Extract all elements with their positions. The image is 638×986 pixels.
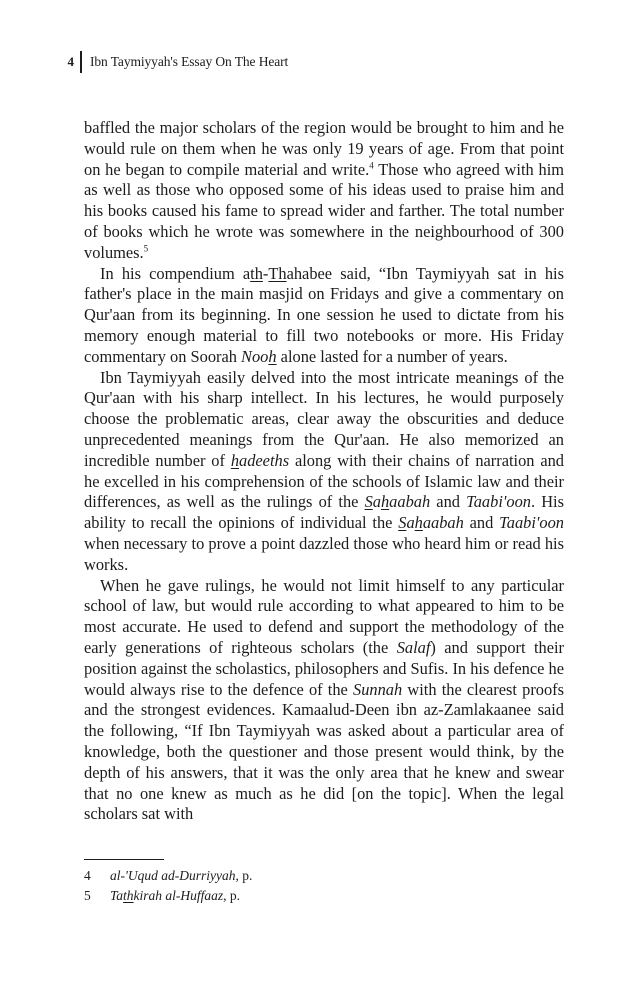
italic-text: h xyxy=(230,450,240,470)
header-divider xyxy=(80,51,82,73)
text-run: . His ability to recall the opinions of individual the xyxy=(84,492,564,533)
text-run: baffled the major scholars of the region would be brought to him and he would rule on them when he was only 19 years of age. From that point on he began to compile material and write. xyxy=(84,118,564,179)
italic-text: th xyxy=(123,888,134,903)
italic-text: aabah xyxy=(389,492,431,512)
text-run: ) and support their position against the scholastics, philosophers and Sufis. In his defence he would always rise to the defence of the xyxy=(84,637,565,699)
footnote-number: 4 xyxy=(84,868,91,883)
footnote-separator xyxy=(84,859,164,860)
italic-text: h xyxy=(268,346,277,366)
italic-text: al-'Uqud ad-Durriyyah xyxy=(110,868,236,883)
text-run: ahabee said, “Ibn Taymiyyah sat in his father's place in the main masjid on Fridays and give a commentary on Qur'aan from its beginning. In one session he used to dictate from his memory enough material to fill two notebooks or more. His Friday commentary on Soorah xyxy=(84,263,564,366)
text-run: Th xyxy=(268,263,287,283)
running-title: Ibn Taymiyyah's Essay On The Heart xyxy=(90,54,289,69)
text-run: In his compendium a xyxy=(100,263,251,283)
italic-text: adeeths xyxy=(239,450,290,470)
text-run: , p. xyxy=(235,868,253,883)
italic-text: Taabi'oon xyxy=(466,492,531,512)
text-run: and xyxy=(430,492,467,512)
text-run: alone lasted for a number of years. xyxy=(276,346,508,366)
footnote xyxy=(84,886,564,906)
text-run: and xyxy=(463,513,500,533)
italic-text: kirah al-Huffaaz xyxy=(133,888,224,903)
italic-text: S xyxy=(364,492,373,512)
body-text xyxy=(84,118,564,825)
footnote-ref: 4 xyxy=(369,160,374,171)
paragraph xyxy=(84,368,564,576)
text-run: Those who agreed with him as well as those who opposed some of his ideas used to praise him and his books caused his fame to spread wider and farther. The total number of books which he wrote was somewhere in the neighbourhood of 300 volumes. xyxy=(84,159,564,262)
text-run: when necessary to prove a point dazzled those who heard him or read his works. xyxy=(84,533,564,574)
paragraph xyxy=(84,264,564,368)
footnote-text xyxy=(110,866,252,886)
text-run: with the clearest proofs and the strongest evidences. Kamaalud-Deen ibn az-Zamlakaanee said the following, “If Ibn Taymiyyah was asked about a particular area of knowledge, both the questioner and those present would think, by the depth of his answers, that it was the only area that he knew and swear that no one knew as much as he did [on the topic]. When the legal scholars sat with xyxy=(84,679,565,824)
italic-text: Salaf xyxy=(396,637,431,657)
italic-text: a xyxy=(372,492,381,512)
italic-text: Ta xyxy=(110,888,124,903)
footnote xyxy=(84,866,564,886)
italic-text: Noo xyxy=(241,346,269,366)
italic-text: aabah xyxy=(422,513,464,533)
italic-text: h xyxy=(380,492,390,512)
text-run: - xyxy=(262,263,269,283)
text-run: th xyxy=(250,263,263,283)
page-number: 4 xyxy=(67,54,74,69)
italic-text: S xyxy=(398,513,407,533)
paragraph xyxy=(84,118,564,264)
footnotes xyxy=(84,866,564,906)
footnote-text xyxy=(110,886,240,906)
italic-text: Taabi'oon xyxy=(499,513,564,533)
running-header xyxy=(60,50,288,74)
italic-text: Sunnah xyxy=(353,679,403,699)
paragraph xyxy=(84,576,564,826)
text-run: When he gave rulings, he would not limit himself to any particular school of law, but would rule according to what appeared to him to be most accurate. He used to defend and support the methodology of the early generations of righteous scholars (the xyxy=(84,575,564,657)
italic-text: h xyxy=(414,513,423,533)
text-run: along with their chains of narration and he excelled in his comprehension of the schools of Islamic law and their differences, as well as the rulings of the xyxy=(84,450,564,512)
text-run: Ibn Taymiyyah easily delved into the most intricate meanings of the Qur'aan with his sharp intellect. In his lectures, he would purposely choose the problematic areas, clear away the obscurities and deduce unprecedented meanings from the Qur'aan. He also memorized an incredible number of xyxy=(84,367,564,470)
italic-text: a xyxy=(406,513,415,533)
footnote-number: 5 xyxy=(84,888,91,903)
text-run: , p. xyxy=(223,888,241,903)
footnote-ref: 5 xyxy=(143,243,149,254)
